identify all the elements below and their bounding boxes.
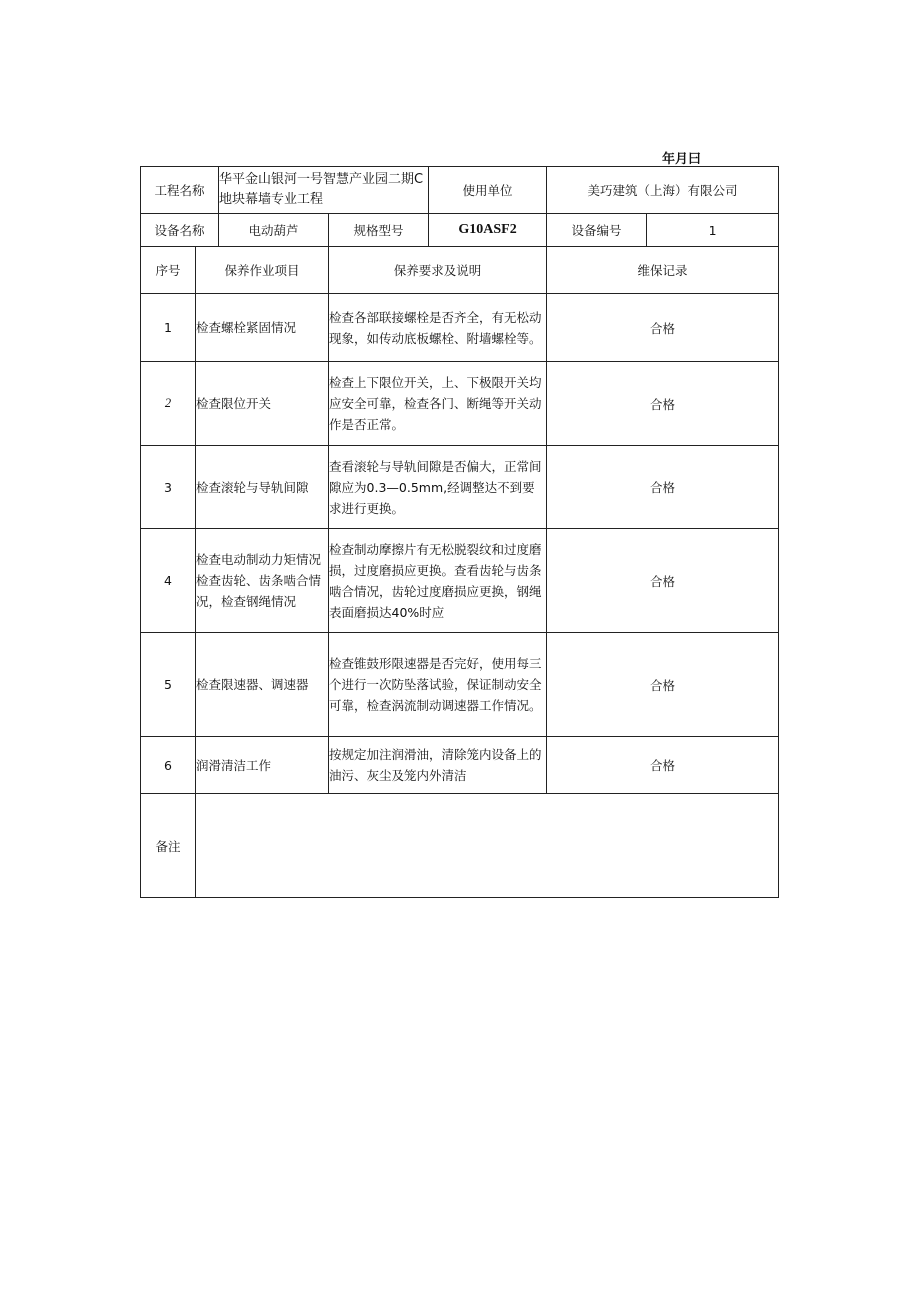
row-requirement: 检查各部联接螺栓是否齐全，有无松动现象，如传动底板螺栓、附墙螺栓等。	[329, 294, 547, 362]
remarks-value	[196, 794, 779, 898]
row-requirement: 检查上下限位开关，上、下极限开关均应安全可靠，检查各门、断绳等开关动作是否正常。	[329, 362, 547, 446]
row-record: 合格	[547, 633, 779, 737]
table-row	[141, 529, 779, 633]
row-item: 检查滚轮与导轨间隙	[196, 446, 329, 529]
row-record: 合格	[547, 737, 779, 794]
maintenance-record-table	[140, 166, 779, 898]
user-unit-value: 美巧建筑（上海）有限公司	[547, 167, 779, 214]
column-header-item: 保养作业项目	[196, 247, 329, 294]
table-row	[141, 633, 779, 737]
row-requirement: 按规定加注润滑油，清除笼内设备上的油污、灰尘及笼内外清洁	[329, 737, 547, 794]
row-item: 检查电动制动力矩情况检查齿轮、齿条啮合情况，检查钢绳情况	[196, 529, 329, 633]
device-name-value: 电动葫芦	[219, 214, 329, 247]
row-item: 检查限速器、调速器	[196, 633, 329, 737]
row-no: 2	[141, 362, 196, 446]
row-item: 检查限位开关	[196, 362, 329, 446]
serial-value: 1	[647, 214, 779, 247]
device-name-label: 设备名称	[141, 214, 219, 247]
row-item: 检查螺栓紧固情况	[196, 294, 329, 362]
header-row-device	[141, 214, 779, 247]
model-label: 规格型号	[329, 214, 429, 247]
row-record: 合格	[547, 446, 779, 529]
remarks-label: 备注	[141, 794, 196, 898]
serial-label: 设备编号	[547, 214, 647, 247]
row-no: 4	[141, 529, 196, 633]
table-row	[141, 737, 779, 794]
column-header-row	[141, 247, 779, 294]
row-record: 合格	[547, 529, 779, 633]
column-header-no: 序号	[141, 247, 196, 294]
row-no: 5	[141, 633, 196, 737]
remarks-row	[141, 794, 779, 898]
column-header-requirement: 保养要求及说明	[329, 247, 547, 294]
row-requirement: 查看滚轮与导轨间隙是否偏大，正常间隙应为0.3—0.5mm,经调整达不到要求进行更换。	[329, 446, 547, 529]
project-name-value: 华平金山银河一号智慧产业园二期C地块幕墙专业工程	[219, 167, 429, 214]
date-label: 年月曰	[662, 152, 702, 167]
row-no: 1	[141, 294, 196, 362]
row-record: 合格	[547, 294, 779, 362]
row-requirement: 检查制动摩擦片有无松脱裂纹和过度磨损，过度磨损应更换。查看齿轮与齿条啮合情况，齿轮过度磨损应更换，钢绳表面磨损达40%时应	[329, 529, 547, 633]
table-row	[141, 362, 779, 446]
table-row	[141, 294, 779, 362]
model-value: G10ASF2	[429, 214, 547, 247]
row-no: 6	[141, 737, 196, 794]
project-name-label: 工程名称	[141, 167, 219, 214]
column-header-record: 维保记录	[547, 247, 779, 294]
row-no: 3	[141, 446, 196, 529]
user-unit-label: 使用单位	[429, 167, 547, 214]
table-row	[141, 446, 779, 529]
row-item: 润滑清洁工作	[196, 737, 329, 794]
row-requirement: 检查锥鼓形限速器是否完好，使用每三个进行一次防坠落试验，保证制动安全可靠，检查涡流制动调速器工作情况。	[329, 633, 547, 737]
header-row-project	[141, 167, 779, 214]
row-record: 合格	[547, 362, 779, 446]
